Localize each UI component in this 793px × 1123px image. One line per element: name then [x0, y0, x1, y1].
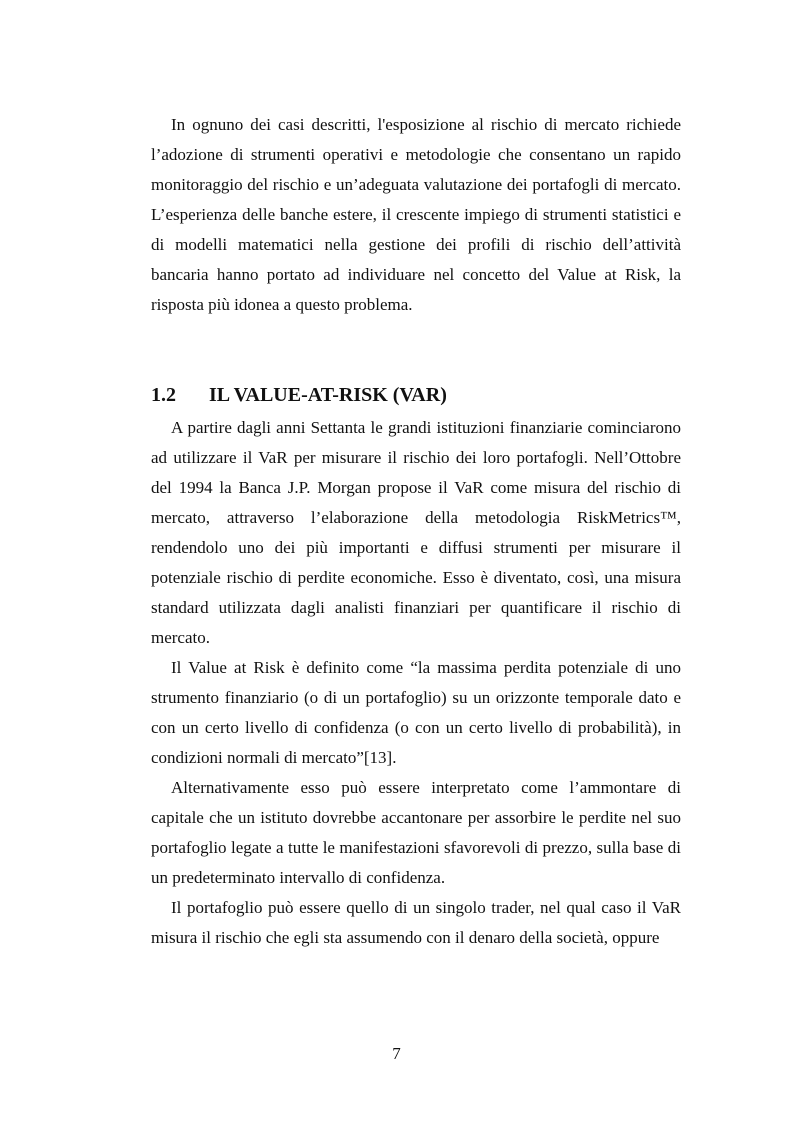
page-number: 7: [392, 1044, 401, 1063]
section-paragraph-3: Alternativamente esso può essere interpretato come l’ammontare di capitale che un istituto dovrebbe accantonare per assorbire le perdite nel suo portafoglio legate a tutte le manifestazioni sfavorevoli di prezzo, sulla base di un predeterminato intervallo di confidenza.: [151, 778, 681, 887]
section-paragraph-2: Il Value at Risk è definito come “la massima perdita potenziale di uno strumento finanziario (o di un portafoglio) su un orizzonte temporale dato e con un certo livello di confidenza (o con un certo livello di probabilità), in condizioni normali di mercato”[13].: [151, 658, 681, 767]
intro-paragraph: In ognuno dei casi descritti, l'esposizione al rischio di mercato richiede l’adozione di strumenti operativi e metodologie che consentano un rapido monitoraggio del rischio e un’adeguata valutazione dei portafogli di mercato. L’esperienza delle banche estere, il crescente impiego di strumenti statistici e di modelli matematici nella gestione dei profili di rischio dell’attività bancaria hanno portato ad individuare nel concetto del Value at Risk, la risposta più idonea a questo problema.: [151, 115, 681, 314]
intro-text-block: [151, 110, 681, 320]
section-heading: [151, 380, 447, 410]
section-paragraph-4: Il portafoglio può essere quello di un singolo trader, nel qual caso il VaR misura il rischio che egli sta assumendo con il denaro della società, oppure: [151, 898, 681, 947]
section-paragraph-1: A partire dagli anni Settanta le grandi istituzioni finanziarie cominciarono ad utilizzare il VaR per misurare il rischio dei loro portafogli. Nell’Ottobre del 1994 la Banca J.P. Morgan propose il VaR come misura del rischio di mercato, attraverso l’elaborazione della metodologia RiskMetrics™, rendendolo uno dei più importanti e diffusi strumenti per misurare il potenziale rischio di perdite economiche. Esso è diventato, così, una misura standard utilizzata dagli analisti finanziari per quantificare il rischio di mercato.: [151, 418, 681, 647]
section-text-block: [151, 413, 681, 953]
section-number: 1.2: [151, 384, 176, 406]
section-title: IL VALUE-AT-RISK (VAR): [209, 384, 447, 406]
